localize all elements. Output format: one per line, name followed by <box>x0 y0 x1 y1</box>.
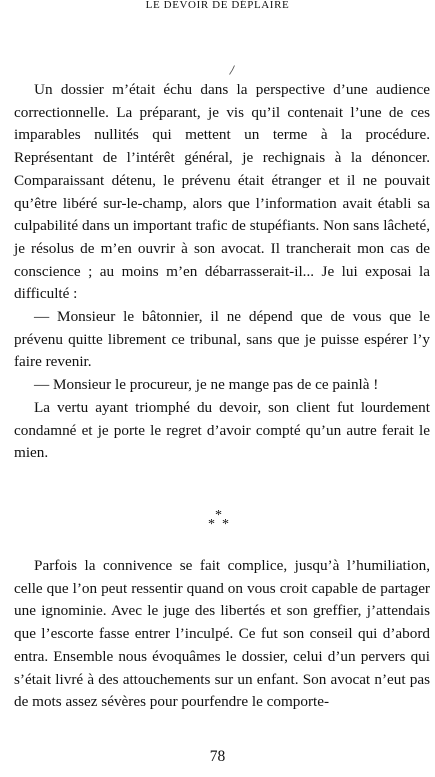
section-1-text <box>14 79 430 465</box>
dialogue-line: — Monsieur le procureur, je ne mange pas de ce painlà ! <box>34 376 379 394</box>
paragraph: Un dossier m’était échu dans la perspective d’une audience correctionnelle. La préparant, je vis qu’il contenait l’une de ces imparables nullités qui mettent un terme à la procédure. Représentant de l’intérêt général, je rechignais à la dénoncer. Comparaissant détenu, le prévenu était étranger et il ne pouvait qu’être libéré sur-le-champ, alors que l’information avait établi sa culpabilité dans un important trafic de stupéfiants. Non sans lâcheté, je résolus de m’en ouvrir à son avocat. Il trancherait mon cas de conscience ; au moins m’en débarrasserait-il... Je lui exposai la difficulté : <box>14 81 430 303</box>
paragraph: Parfois la connivence se fait complice, jusqu’à l’humiliation, celle que l’on peut ressentir quand on vous croit capable de partager une ignominie. Avec le juge des libertés et son greffier, j’attendais que l’escorte fasse entrer l’inculpé. Ce fut son conseil qui d’abord entra. Ensemble nous évoquâmes le dossier, celui d’un pervers qui s’était livré à des attouchements sur un enfant. Son avocat n’eut pas de mots assez sévères pour pourfendre le comporte- <box>14 557 430 711</box>
section-2-text <box>14 555 430 714</box>
dialogue-line: — Monsieur le bâtonnier, il ne dépend que de vous que le prévenu quitte librement ce tribunal, sans que je puisse espérer l’y faire revenir. <box>14 308 430 371</box>
ink-mark <box>228 65 236 75</box>
paragraph: La vertu ayant triomphé du devoir, son client fut lourdement condamné et je porte le regret d’avoir compté qu’un autre ferait le mien. <box>14 398 430 462</box>
separator-star: * <box>215 508 222 523</box>
section-separator <box>0 506 435 536</box>
separator-star: * <box>208 517 215 532</box>
page-number: 78 <box>209 748 226 765</box>
separator-star: * <box>222 517 229 532</box>
running-head: LE DEVOIR DE DÉPLAIRE <box>145 0 290 11</box>
